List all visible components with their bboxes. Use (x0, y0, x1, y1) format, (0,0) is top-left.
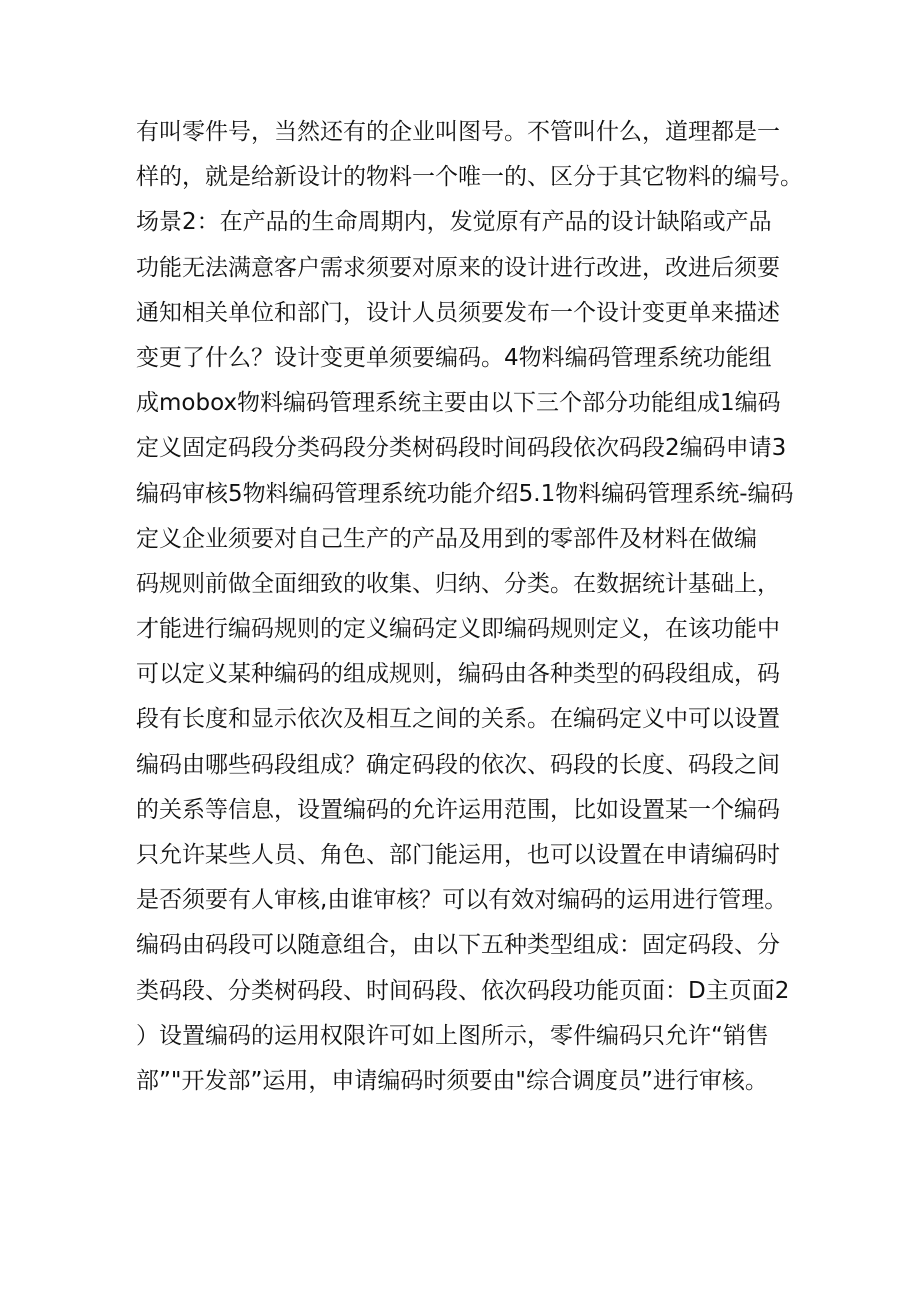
text-line: 场景2：在产品的生命周期内，发觉原有产品的设计缺陷或产品 (136, 209, 772, 236)
text-line: 类码段、分类树码段、时间码段、依次码段功能页面：D主页面2 (136, 977, 790, 1004)
text-line: 变更了什么？设计变更单须要编码。4物料编码管理系统功能组 (136, 344, 772, 371)
text-line: 成mobox物料编码管理系统主要由以下三个部分功能组成1编码 (136, 390, 781, 417)
text-line: 部”"开发部”运用，申请编码时须要由"综合调度员”进行审核。 (136, 1067, 768, 1094)
text-line: 码规则前做全面细致的收集、归纳、分类。在数据统计基础上， (136, 570, 780, 597)
text-line: 只允许某些人员、角色、部门能运用，也可以设置在申请编码时 (136, 842, 780, 868)
text-line: 的关系等信息，设置编码的允许运用范围，比如设置某一个编码 (136, 796, 780, 823)
text-line: 编码审核5物料编码管理系统功能介绍5.1物料编码管理系统-编码 (136, 480, 794, 507)
text-line: 是否须要有人审核,由谁审核？可以有效对编码的运用进行管理。 (136, 887, 788, 914)
text-line: 有叫零件号，当然还有的企业叫图号。不管叫什么，道理都是一 (136, 119, 780, 145)
text-line: 才能进行编码规则的定义编码定义即编码规则定义，在该功能中 (136, 616, 780, 643)
text-line: 编码由码段可以随意组合，由以下五种类型组成：固定码段、分 (136, 932, 780, 959)
text-line: ）设置编码的运用权限许可如上图所示，零件编码只允许“销售 (136, 1022, 769, 1049)
text-line: 功能无法满意客户需求须要对原来的设计进行改进，改进后须要 (136, 254, 780, 281)
text-line: 定义企业须要对自己生产的产品及用到的零部件及材料在做编 (136, 525, 757, 552)
text-line: 可以定义某种编码的组成规则，编码由各种类型的码段组成，码 (136, 661, 780, 688)
body-text (136, 110, 803, 1104)
text-line: 段有长度和显示依次及相互之间的关系。在编码定义中可以设置 (136, 706, 780, 733)
text-line: 定义固定码段分类码段分类树码段时间码段依次码段2编码申请3 (136, 435, 787, 462)
text-line: 样的，就是给新设计的物料一个唯一的、区分于其它物料的编号。 (136, 164, 803, 191)
text-line: 编码由哪些码段组成？确定码段的依次、码段的长度、码段之间 (136, 751, 780, 778)
text-line: 通知相关单位和部门，设计人员须要发布一个设计变更单来描述 (136, 299, 780, 326)
